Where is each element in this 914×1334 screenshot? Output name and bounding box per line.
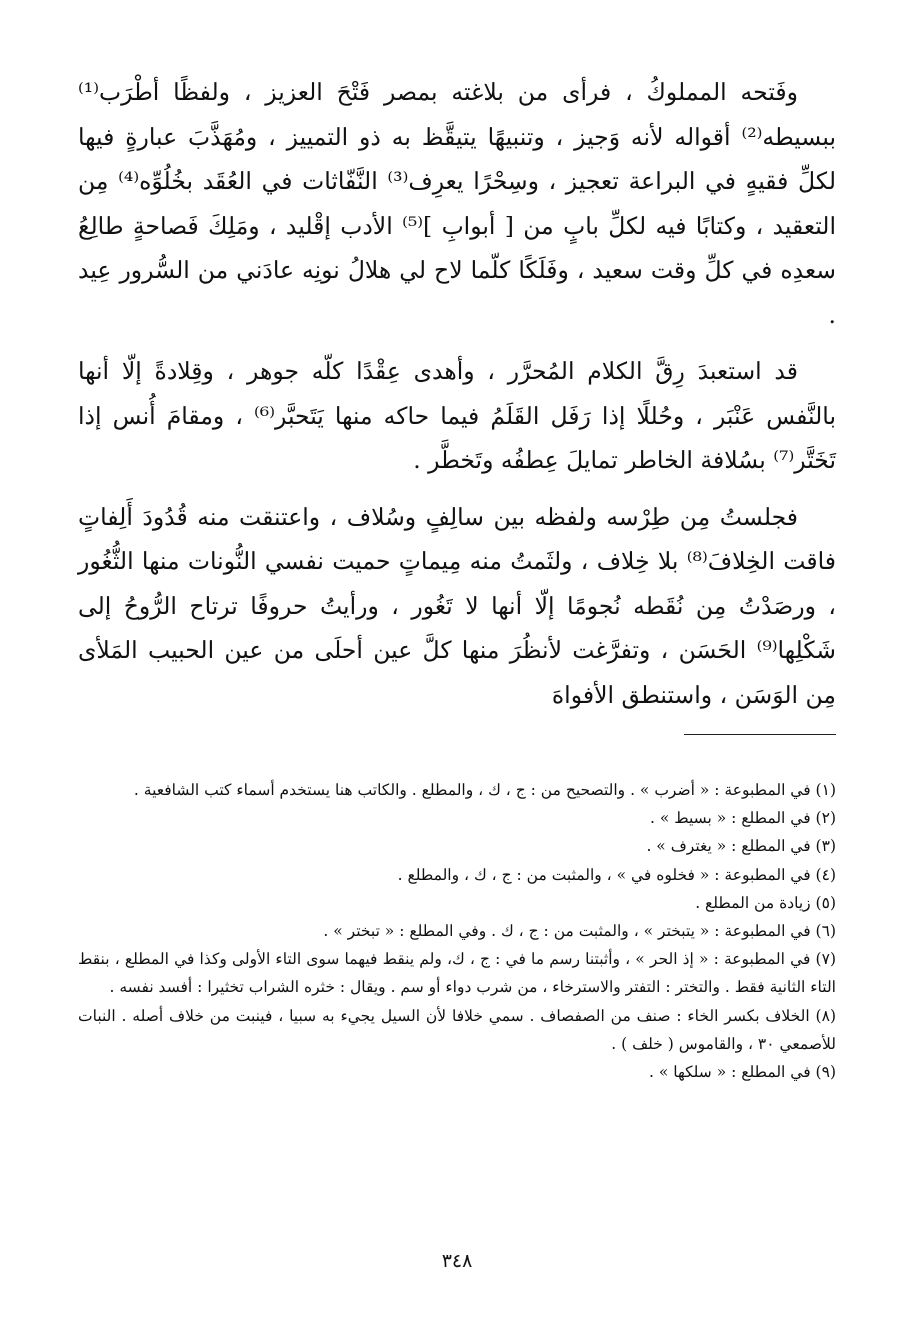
body-paragraph: فجلستُ مِن طِرْسه ولفظه بين سالِفٍ وسُلاف ، واعتنقت منه قُدُودَ أَلِفاتٍ فاقت الخِلافَ⁽⁸⁾ بلا خِلاف ، ولثَمتُ منه مِيماتٍ حميت نفسي النُّونات منها الثُّغُور ، ورصَدْتُ مِن نُقَطه نُجومًا إلّا أنها لا تَغُور ، ورأيتُ حروفًا ترتاح الرُّوحُ إلى شَكْلِها⁽⁹⁾ الحَسَن ، وتفرَّغت لأنظُرَ منها كلَّ عين أحلَى من عين الحبيب المَلأى مِن الوَسَن ، واستنطق الأفواهَ — [78, 502, 836, 709]
book-page — [78, 70, 836, 1310]
body-paragraph: قد استعبدَ رِقَّ الكلام المُحرَّر ، وأهدى عِقْدًا كلّه جوهر ، وقِلادةً إلّا أنها بالنَّفس عَنْبَر ، وحُللًا إذا رَفَل القَلَمُ فيما حاكه منها يَتَحبَّر⁽⁶⁾ ، ومقامَ أُنس إذا تَخَتَّر⁽⁷⁾ بسُلافة الخاطر تمايلَ عِطفُه وتَخطَّر . — [78, 357, 836, 474]
main-text — [78, 70, 836, 717]
page-number: ٣٤٨ — [441, 1250, 473, 1272]
footnote: (٨) الخلاف بكسر الخاء : صنف من الصفصاف . سمي خلافا لأن السيل يجيء به سبيا ، فينبت من خلاف أصله . النبات للأصمعي ٣٠ ، والقاموس ( خلف ) . — [78, 1006, 836, 1053]
footnote: (٣) في المطلع : « يغترف » . — [646, 837, 836, 856]
footnote: (١) في المطبوعة : « أضرب » . والتصحيح من : ج ، ك ، والمطلع . والكاتب هنا يستخدم أسماء كتب الشافعية . — [133, 781, 836, 799]
footnote: (٥) زيادة من المطلع . — [695, 893, 836, 912]
footnotes — [78, 776, 836, 1086]
footnote: (٩) في المطلع : « سلكها » . — [648, 1063, 836, 1082]
footnote: (٧) في المطبوعة : « إذ الحر » ، وأثبتنا رسم ما في : ج ، ك، ولم ينقط فيهما سوى التاء الأولى وكذا في المطلع ، بنقط التاء الثانية فقط . والتختر : التفتر والاسترخاء ، من شرب دواء أو سم . ويقال : خثره الشراب تخثيرا : أفسد نفسه . — [78, 950, 836, 997]
footnote: (٢) في المطلع : « بسيط » . — [650, 809, 836, 828]
footnote: (٤) في المطبوعة : « فخلوه في » ، والمثبت من : ج ، ك ، والمطلع . — [397, 865, 836, 884]
footnote-separator — [684, 734, 836, 735]
footnote: (٦) في المطبوعة : « يتبختر » ، والمثبت من : ج ، ك . وفي المطلع : « تبختر » . — [323, 922, 836, 941]
body-paragraph: وفَتحه المملوكُ ، فرأى من بلاغته بمصر فَتْحَ العزيز ، ولفظًا أطْرَب⁽¹⁾ ببسيطه⁽²⁾ أقواله لأنه وَجيز ، وتنبيهًا يتيقَّظ به ذو التمييز ، ومُهَذَّبَ عبارةٍ فيها لكلِّ فقيهٍ في البراعة تعجيز ، وسِحْرًا يعرِف⁽³⁾ النَّفّاثات في العُقَد بخُلُوِّه⁽⁴⁾ مِن التعقيد ، وكتابًا فيه لكلِّ بابٍ من [ أبوابِ ]⁽⁵⁾ الأدب إقْليد ، ومَلِكَ فَصاحةٍ طالِعُ سعدِه في كلِّ وقت سعيد ، وفَلَكًا كلّما لاح لي هلالُ نونِه عادَني من السُّرور عِيد . — [78, 78, 836, 329]
